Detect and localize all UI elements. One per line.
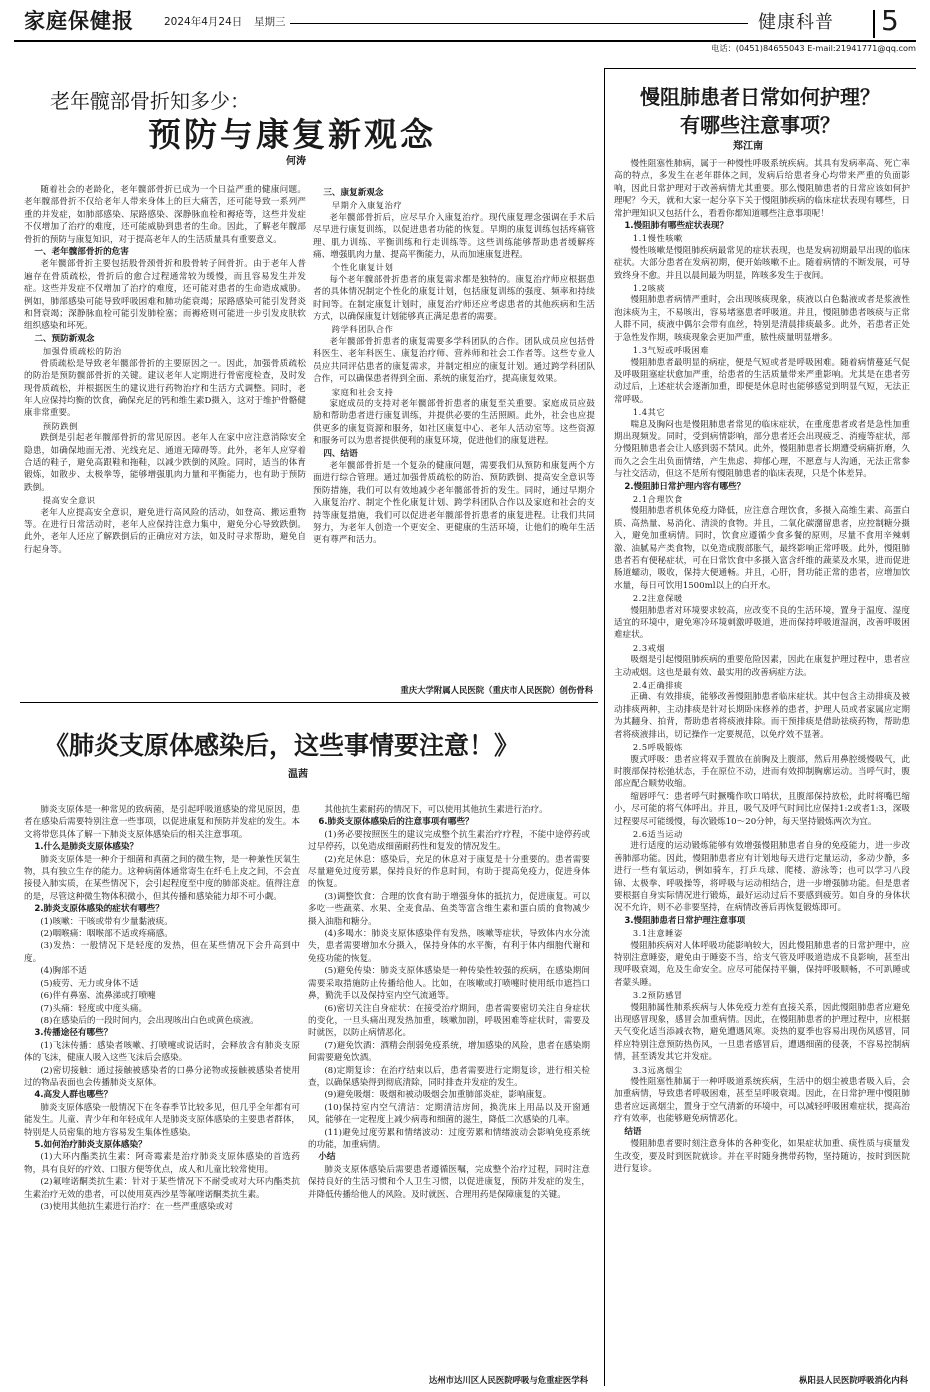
article1-title: 预防与康复新观念 bbox=[148, 115, 436, 154]
sub-heading: 1.4其它 bbox=[632, 407, 666, 418]
sub-heading: 2.3戒烟 bbox=[632, 642, 666, 653]
paragraph: (3)调整饮食：合理的饮食有助于增强身体的抵抗力，促进康复。可以多吃一些蔬菜、水果、全麦食品、鱼类等富含维生素和蛋白质的食物减少摄入油脂和糖分。 bbox=[308, 891, 590, 927]
paragraph: 老年人应提高安全意识，避免进行高风险的活动，如登高、搬运重物等。在进行日常活动时，老年人应保持注意力集中，避免分心导致跌倒。此外，老年人还应了解跌倒后的正确应对方法，如及时寻求帮助，避免自行起身等。 bbox=[24, 507, 306, 555]
paragraph: 正确、有效排痰，能够改善慢阻肺患者临床症状。其中包含主动排痰及被动排痰两种，主动排痰是针对长期卧床修养的患者，护理人员或者家属应定期为其翻身、拍背，帮助患者将痰液排除。而干预排痰是借助祛痰药物，帮助患者将痰液排出，切记操作一定要规范，以免疗效不显著。 bbox=[614, 692, 910, 740]
paragraph: 肺炎支原体是一种介于细菌和真菌之间的微生物，是一种兼性厌氧生物，具有独立生存的能力。这种病菌体通常寄生在纤毛上皮之间，不会直接侵入肺实质，在某些情况下，会引起程度至中度的肺部炎症。值得注意的是，尽管这种微生物体积微小，但其传播和感染能力却不可小觑。 bbox=[24, 854, 300, 902]
sub-heading: 3.3远离烟尘 bbox=[632, 1064, 683, 1075]
masthead-rule bbox=[290, 23, 748, 24]
paragraph: (1)务必要按照医生的建议完成整个抗生素治疗疗程，不能中途停药或过早停药，以免造成细菌耐药性和复发的情况发生。 bbox=[308, 829, 590, 853]
issue-weekday: 星期三 bbox=[254, 16, 286, 28]
sub-heading: 2.4正确排痰 bbox=[632, 680, 683, 691]
contact-line: 电话：(0451)84655043 E-mail:21941771@qq.com bbox=[711, 43, 916, 53]
paragraph: (2)咽喉痛：咽喉部不适或疼痛感。 bbox=[40, 929, 173, 940]
section-heading: 3.传播途径有哪些？ bbox=[34, 1028, 113, 1039]
section-heading: 三、康复新观念 bbox=[323, 188, 384, 198]
paragraph: 慢阻肺属性肺系疾病与人体免疫力差有直接关系，因此慢阻肺患者应避免出现感冒现象，感冒会加重病情。因此，在慢阻肺患者的护理过程中，应根据天气变化适当添减衣物，避免遭遇风寒。炎热的夏季也容易出现伤风感冒，同样应特别注意预防热伤风，一旦患者感冒后，遭遇细菌的侵袭，不容易控制病情，甚至诱发其它并发症。 bbox=[614, 1002, 910, 1063]
paragraph: (6)伴有鼻塞、流鼻涕或打喷嚏 bbox=[40, 991, 156, 1002]
article2-column-1 bbox=[24, 804, 300, 1388]
sub-heading: 2.1合理饮食 bbox=[632, 493, 683, 504]
paragraph: (2)充足休息：感染后，充足的休息对于康复是十分重要的。患者需要尽量避免过度劳累，保持良好的作息时间，有助于提高免疫力，促进身体的恢复。 bbox=[308, 854, 590, 890]
paragraph: (9)避免吸烟：吸烟和被动吸烟会加重肺部炎症，影响康复。 bbox=[324, 1090, 552, 1101]
paragraph: 慢阻肺疾病对人体呼吸功能影响较大，因此慢阻肺患者的日常护理中，应特别注意睡姿，避免由于睡姿不当，给支气管及呼吸道造成不良影响，甚至出现呼吸衰竭，危及生命安全。应尽可能保持平躺，保持呼吸顺畅，不可趴睡或者蒙头睡。 bbox=[614, 940, 910, 988]
section-heading: 3.慢阻肺患者日常护理注意事项 bbox=[624, 915, 746, 926]
paragraph: (2)密切接触：通过接触被感染者的口鼻分泌物或接触被感染者使用过的物品表面也会传播肺炎支原体。 bbox=[24, 1065, 300, 1088]
issue-date: 2024年4月24日 bbox=[164, 16, 243, 28]
paragraph: 家庭成员的支持对老年髋部骨折患者的康复至关重要。家庭成员应鼓励和帮助患者进行康复训练，并提供必要的生活照顾。此外，社会也应提供更多的康复资源和服务，如社区康复中心、老年人活动室等。这些资源和服务可以为患者提供便利的康复环境，促进他们的康复进程。 bbox=[313, 398, 595, 447]
sub-heading: 2.2注意保暖 bbox=[632, 593, 683, 604]
section-divider bbox=[873, 10, 875, 38]
sub-heading: 家庭和社会支持 bbox=[331, 386, 394, 397]
paragraph: 老年髋部骨折主要包括股骨颈骨折和股骨转子间骨折。由于老年人普遍存在骨质疏松，骨折后的愈合过程通常较为缓慢，而且容易发生并发症。这些并发症不仅增加了治疗的难度，还可能对患者的生命造成威胁。例如，肺部感染可能导致呼吸困难和肺功能衰竭；尿路感染可能引发肾炎和肾衰竭；深静脉血栓可能引发肺栓塞；而褥疮则可能进一步引发皮肤软组织感染和坏死。 bbox=[24, 259, 306, 332]
paragraph: 喘息及胸闷也是慢阻肺患者常见的临床症状，在重度患者或者是急性加重期出现频发。同时，受到病情影响，部分患者还会出现疲乏、消瘦等症状，部分慢阻肺患者会让人感到弱不禁风。此外，慢阻肺患者长期遭受病痛折磨，久而久之会生出负面情绪，产生焦虑、抑郁心理，不愿意与人沟通，无法正常参与社交活动，但这不是所有慢阻肺患者的临床表现，只是个体差异。 bbox=[614, 419, 910, 480]
article2-source: 达州市达川区人民医院呼吸与危重症医学科 bbox=[428, 1375, 588, 1385]
article1-column-2 bbox=[313, 187, 595, 687]
paragraph: 慢性阻塞性肺属于一种呼吸道系统疾病，生活中的烟尘被患者吸入后，会加重病情，导致患者呼吸困难，甚至呈呼吸衰竭。因此，在日常护理中慢阻肺患者应远离烟尘，置身于空气清新的环境中，可以减轻呼吸困难症状，提高治疗有效率，也能够避免病情恶化。 bbox=[614, 1077, 910, 1125]
sub-heading: 1.1慢性咳嗽 bbox=[632, 233, 683, 244]
paragraph: (1)咳嗽：干咳或带有少量黏液痰。 bbox=[40, 916, 173, 927]
sub-heading: 3.1注意睡姿 bbox=[632, 928, 683, 939]
sub-heading: 1.3气短或呼吸困难 bbox=[632, 345, 710, 356]
paragraph: 慢阻肺患者要时刻注意身体的各种变化，如果症状加重、痰性质与痰量发生改变，要及时到医院就诊。并在平时随身携带药物，坚持随访，按时到医院进行复诊。 bbox=[614, 1139, 910, 1174]
paragraph: 慢阻肺患者最明显的病症，便是气短或者是呼吸困难。随着病情蔓延气促及呼吸阻塞症状愈加严重，给患者的生活质量带来严重影响。尤其是在患者劳动过后，上述症状会逐渐加重，即便是休息时也能够感觉到明显气短，无法正常呼吸。 bbox=[614, 357, 910, 405]
masthead-bottom-rule bbox=[14, 40, 916, 42]
section-heading: 结语 bbox=[624, 1126, 642, 1137]
section-heading: 小结 bbox=[318, 1152, 336, 1163]
paragraph: 跌倒是引起老年髋部骨折的常见原因。老年人在家中应注意消除安全隐患，如确保地面无滑、光线充足、通道无障碍等。此外，老年人应穿着合适的鞋子，避免高跟鞋和拖鞋，以减少跌倒的风险。同时，适当的体育锻炼，如散步、太极拳等，能够增强肌肉力量和平衡能力，也有助于预防跌倒。 bbox=[24, 433, 306, 493]
paper-name: 家庭保健报 bbox=[24, 9, 134, 33]
sub-heading: 跨学科团队合作 bbox=[331, 324, 394, 335]
paragraph: 吸烟是引起慢阻肺疾病的重要危险因素，因此在康复护理过程中，患者应主动戒烟。这也是最有效、最实用的改善病症方法。 bbox=[614, 655, 910, 678]
article1-column-1 bbox=[24, 184, 306, 699]
section-heading: 4.高发人群也哪些？ bbox=[34, 1090, 113, 1101]
article2-title: 《肺炎支原体感染后，这些事情要注意！》 bbox=[44, 731, 520, 760]
paragraph: 其他抗生素耐药的情况下，可以使用其他抗生素进行治疗。 bbox=[324, 805, 548, 815]
section-heading: 1.慢阻肺有哪些症状表现？ bbox=[624, 221, 729, 232]
section-heading: 2.肺炎支原体感染的症状有哪些？ bbox=[34, 904, 164, 915]
section-heading: 一、老年髋部骨折的危害 bbox=[34, 247, 129, 258]
paragraph: (1)大环内酯类抗生素：阿奇霉素是治疗肺炎支原体感染的首选药物，具有良好的疗效、口服方便等优点，成人和儿童比较常使用。 bbox=[24, 1152, 300, 1175]
paragraph: 缩唇呼气：患者呼气时撅嘴作吹口哨状，且腹部保持放松，此时将嘴巴缩小，尽可能的将气体呼出。并且，吸气及呼气时间比应保持1:2或者1:3，深吸过程要尽可能缓慢，每次锻炼10～20分钟，每天坚持锻炼两次为宜。 bbox=[614, 791, 910, 827]
paragraph: 骨质疏松是导致老年髋部骨折的主要原因之一。因此，加强骨质疏松的防治是预防髋部骨折的关键。建议老年人定期进行骨密度检查，及时发现骨质疏松，并根据医生的建议进行药物治疗和生活方式调整。同时，老年人应保持均衡的饮食，确保充足的钙和维生素D摄入，这对于维护骨骼健康非常重要。 bbox=[24, 358, 306, 419]
paragraph: (1)飞沫传播：感染者咳嗽、打喷嚏或说话时，会释放含有肺炎支原体的飞沫，健康人吸入这些飞沫后会感染。 bbox=[24, 1040, 300, 1064]
paragraph: (4)多喝水：肺炎支原体感染伴有发热，咳嗽等症状，导致体内水分流失，患者需要增加水分摄入，保持身体的水平衡，有利于体内细胞代谢和免疫功能的恢复。 bbox=[308, 929, 590, 964]
section-title: 健康科普 bbox=[758, 12, 834, 33]
article3-body bbox=[614, 158, 910, 1370]
paragraph: 慢阻肺患者对环境要求较高，应改变不良的生活环境，置身于温度、湿度适宜的环境中，避免寒冷环境刺激呼吸道，进而保持呼吸道湿润，改善呼吸困难症状。 bbox=[614, 605, 910, 641]
sub-heading: 个性化康复计划 bbox=[331, 262, 394, 273]
paragraph: 慢性咳嗽是慢阻肺疾病最常见的症状表现，也是发病初期最早出现的临床症状。大部分患者在发病初期，便开始咳嗽不止。随着病情的不断发展，可导致终身不愈。并且以晨间最为明显，阵咳多发生于夜间。 bbox=[614, 245, 910, 281]
article1-author: 何涛 bbox=[286, 156, 306, 167]
paragraph: 肺炎支原体感染后需要患者遵循医嘱，完成整个治疗过程，同时注意保持良好的生活习惯和个人卫生习惯，以促进康复，预防并发症的发生，并降低传播给他人的风险。及时就医、合理用药是保障康复的关键。 bbox=[308, 1164, 590, 1200]
paragraph: 肺炎支原体是一种常见的致病菌，是引起呼吸道感染的常见原因，患者在感染后需要特别注意一些事项，以促进康复和预防并发症的发生。本文将带您具体了解一下肺炎支原体感染后的相关注意事项。 bbox=[24, 805, 300, 840]
article2-column-2 bbox=[308, 804, 590, 1370]
paragraph: 老年髋部骨折是一个复杂的健康问题，需要我们从预防和康复两个方面进行综合管理。通过加强骨质疏松的防治、预防跌倒、提高安全意识等预防措施，我们可以有效地减少老年髋部骨折的发生。同时，通过早期介入康复治疗、制定个性化康复计划、跨学科团队合作以及家庭和社会的支持等康复措施，我们可以促进老年髋部骨折患者的康复进程。让我们共同努力，为老年人创造一个更安全、更健康的生活环境，让他们的晚年生活更有尊严和活力。 bbox=[313, 460, 595, 546]
sub-heading: 早期介入康复治疗 bbox=[331, 200, 403, 211]
sub-heading: 2.5呼吸锻炼 bbox=[632, 742, 683, 753]
paragraph: 老年髋部骨折患者的康复需要多学科团队的合作。团队成员应包括骨科医生、老年科医生、康复治疗师、营养师和社会工作者等。这些专业人员应共同评估患者的康复需求，并制定相应的康复计划。通过跨学科团队合作，可以确保患者得到全面、系统的康复治疗，提高康复效果。 bbox=[313, 336, 595, 385]
paragraph: 每个老年髋部骨折患者的康复需求都是独特的。康复治疗师应根据患者的具体情况制定个性化的康复计划，包括康复训练的强度、频率和持续时间等。在制定康复计划时，康复治疗师还应考虑患者的其他疾病和生活方式，以确保康复计划能够真正满足患者的需要。 bbox=[313, 274, 595, 323]
paragraph: (10)保持室内空气清洁：定期清洁房间，换洗床上用品以及开窗通风，能够在一定程度上减少病毒和细菌的滋生，降低二次感染的几率。 bbox=[308, 1102, 590, 1126]
article1-kicker: 老年髋部骨折知多少： bbox=[50, 89, 250, 113]
paragraph: (8)定期复诊：在治疗结束以后，患者需要进行定期复诊，进行相关检查，以确保感染得到彻底清除，同时排查并发症的发生。 bbox=[308, 1065, 590, 1088]
sub-heading: 加强骨质疏松的防治 bbox=[42, 346, 122, 357]
sub-heading: 3.2预防感冒 bbox=[632, 990, 683, 1001]
paragraph: 慢阻肺患者机体免疫力降低，应注意合理饮食，多摄入高维生素、高蛋白质、高热量、易消化、清淡的食物。并且，二氧化碳潴留患者，应控制糖分摄入，避免加重病情。同时，饮食应遵循少食多餐的原则，尽量不食用辛辣刺激、油腻易产类食物，以免造成腹部胀气，最终影响正常呼吸。此外，慢阻肺患者若有便秘症状，可在日常饮食中多摄入富含纤维的蔬菜及水果，进而促进肠道蠕动，吸收，保持大便通畅。并且，心肝，肾功能正常的患者，应增加饮水量，每日可饮用1500ml以上的白开水。 bbox=[614, 506, 910, 591]
paragraph: (7)避免饮酒：酒精会削弱免疫系统，增加感染的风险，患者在感染期间需要避免饮酒。 bbox=[308, 1040, 590, 1064]
sub-heading: 提高安全意识 bbox=[42, 495, 96, 506]
paragraph: 腹式呼吸：患者应将双手置放在前胸及上腹部，然后用鼻腔缓慢吸气，此时腹部保持松弛状态，手在原位不动，进而有效抑制胸廓运动。当呼气时，腹部应配合顺势收缩。 bbox=[614, 754, 910, 790]
sub-heading: 2.6适当运动 bbox=[632, 828, 683, 839]
paragraph: (5)疲劳、无力或身体不适 bbox=[40, 978, 139, 989]
article2-author: 温茜 bbox=[288, 769, 308, 780]
paragraph: 进行适度的运动锻炼能够有效增强慢阻肺患者自身的免疫能力，进一步改善肺部功能。因此，慢阻肺患者应有计划地每天进行定量运动，多动少静，多进行一些有氧运动，例如骑车，打乒乓球、爬楼、游泳等；也可以学习八段锦、太极拳、呼吸操等，将呼吸与运动相结合，进一步增强肺功能。但是患者要根据自身实际情况进行锻炼，最好运动过后不要感到疲劳。如自身的身体状况不允许，则不必非要坚持，在病情改善后再恢复锻炼即可。 bbox=[614, 841, 910, 914]
paragraph: (11)避免过度劳累和情绪波动：过度劳累和情绪波动会影响免疫系统的功能，加重病情。 bbox=[308, 1127, 590, 1150]
section-heading: 二、预防新观念 bbox=[34, 333, 95, 344]
section-heading: 1.什么是肺炎支原体感染？ bbox=[34, 842, 139, 853]
paragraph: 慢阻肺患者病情严重时，会出现咳痰现象，痰液以白色黏液或者是浆液性泡沫痰为主，不易咳出，容易堵塞患者呼吸道。并且，慢阻肺患者咳痰与正常人群不同，痰液中偶尔会带有血丝，特别是清晨排痰最多。此外，若患者正处于急性发作期，咳痰现象会更加严重，脓性痰量明显增多。 bbox=[614, 295, 910, 343]
paragraph: (4)胸部不适 bbox=[40, 966, 87, 977]
paragraph: (2)氟喹诺酮类抗生素：针对于某些情况下不耐受或对大环内酯类抗生素治疗无效的患者，可以使用莫西沙星等氟喹诺酮类抗生素。 bbox=[24, 1177, 300, 1200]
article-divider bbox=[20, 702, 598, 703]
article3-author: 郑江南 bbox=[733, 141, 763, 152]
section-heading: 6.肺炎支原体感染后的注意事项有哪些？ bbox=[318, 817, 474, 828]
sub-heading: 1.2咳痰 bbox=[632, 283, 666, 294]
paragraph: (3)使用其他抗生素进行治疗：在一些严重感染或对 bbox=[40, 1202, 233, 1212]
paragraph: 慢性阻塞性肺病，属于一种慢性呼吸系统疾病。其具有发病率高、死亡率高的特点，多发生在老年群体之间，发病后给患者身心均带来严重的负面影响，因此日常护理对于改善病情尤其重要。那么慢阻肺患者的日常应该如何护理呢？今天，就和大家一起分享下关于慢阻肺疾病的临床症状表现有哪些，日常护理知识又包括什么，看看你都知道哪些注意事项呢！ bbox=[614, 159, 910, 219]
page-number: 5 bbox=[881, 4, 899, 37]
section-heading: 四、结语 bbox=[323, 448, 358, 459]
paragraph: 肺炎支原体感染一般情况下在冬春季节比较多见，但几乎全年都有可能发生。儿童、青少年和年轻成年人是肺炎支原体感染的主要患者群体，特别是人员密集的地方容易发生集体性感染。 bbox=[24, 1102, 300, 1138]
paragraph: 随着社会的老龄化，老年髋部骨折已成为一个日益严重的健康问题。老年髋部骨折不仅给老年人带来身体上的巨大痛苦，还可能导致一系列严重的并发症，如肺部感染、尿路感染、深静脉血栓和褥疮等，这些并发症不仅增加了治疗的难度，还可能威胁到患者的生命。因此，了解老年髋部骨折的预防与康复知识，对于提高老年人的生活质量具有重要意义。 bbox=[24, 185, 306, 245]
section-heading: 2.慢阻肺日常护理内容有哪些？ bbox=[624, 481, 746, 492]
article1-source: 重庆大学附属人民医院（重庆市人民医院）创伤骨科 bbox=[400, 685, 593, 695]
paragraph: (6)密切关注自身症状：在接受治疗期间，患者需要密切关注自身症状的变化，一旦头痛出现发热加重，咳嗽加剧，呼吸困难等症状时，需要及时就医，以防止病情恶化。 bbox=[308, 1003, 590, 1039]
section-heading: 5.如何治疗肺炎支原体感染？ bbox=[34, 1139, 147, 1150]
sub-heading: 预防跌倒 bbox=[42, 420, 79, 431]
paragraph: (7)头痛：轻度或中度头痛。 bbox=[40, 1003, 148, 1014]
paragraph: (3)发热：一般情况下是轻度的发热，但在某些情况下会升高到中度。 bbox=[24, 941, 300, 964]
paragraph: (8)在感染后的一段时间内，会出现咳出白色或黄色痰液。 bbox=[40, 1015, 259, 1026]
article3-source: 枞阳县人民医院呼吸消化内科 bbox=[799, 1375, 908, 1385]
paragraph: 老年髋部骨折后，应尽早介入康复治疗。现代康复理念强调在手术后尽早进行康复训练，以促进患者功能的恢复。早期的康复训练包括疼痛管理、肌力训练、平衡训练和行走训练等。这些训练能够帮助患者缓解疼痛、增强肌肉力量、提高平衡能力，从而加速康复进程。 bbox=[313, 212, 595, 261]
article3-title-line1: 慢阻肺患者日常如何护理？ bbox=[640, 85, 880, 109]
article3-title-line2: 有哪些注意事项？ bbox=[680, 113, 840, 137]
paragraph: (5)避免传染：肺炎支原体感染是一种传染性较强的疾病，在感染期间需要采取措施防止传播给他人。比如，在咳嗽或打喷嚏时使用纸巾遮挡口鼻，勤洗手以及保持室内空气流通等。 bbox=[308, 966, 590, 1002]
